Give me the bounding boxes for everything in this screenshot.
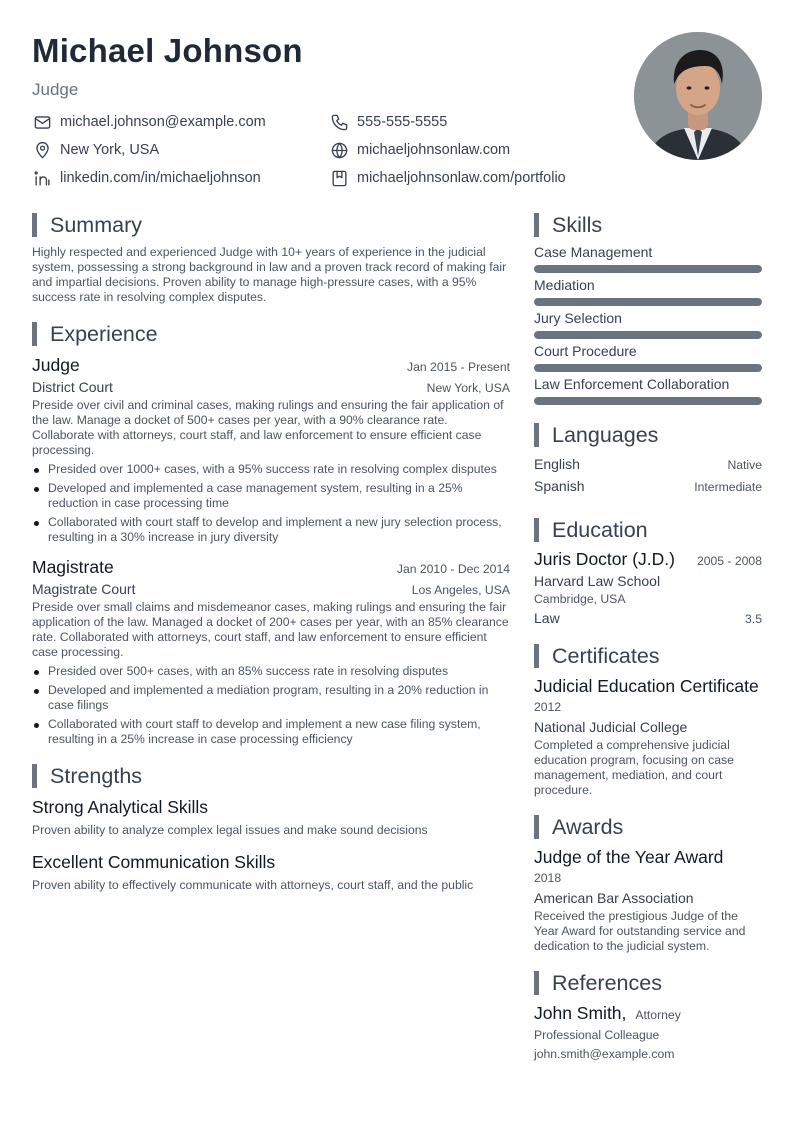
education-gpa: 3.5 bbox=[745, 612, 762, 626]
award-year: 2018 bbox=[534, 871, 562, 885]
job-dates: Jan 2015 - Present bbox=[407, 360, 510, 374]
job-bullet: Presided over 1000+ cases, with a 95% success rate in resolving complex disputes bbox=[32, 462, 510, 477]
skill-bar-fill bbox=[534, 397, 762, 405]
linkedin-icon bbox=[32, 168, 52, 188]
skill-label: Court Procedure bbox=[534, 343, 637, 359]
strength-title: Excellent Communication Skills bbox=[32, 852, 276, 872]
skills-heading bbox=[534, 212, 762, 238]
mail-icon bbox=[32, 112, 52, 132]
skill-item bbox=[534, 375, 762, 405]
section-accent-bar bbox=[534, 423, 539, 447]
job-location: New York, USA bbox=[426, 381, 510, 395]
job-bullet: Developed and implemented a mediation program, resulting in a 20% reduction in case filings bbox=[32, 683, 510, 713]
contact-website-text: michaeljohnsonlaw.com bbox=[357, 142, 511, 158]
education-field: Law bbox=[534, 610, 560, 626]
experience-item bbox=[32, 557, 510, 747]
job-location: Los Angeles, USA bbox=[411, 583, 510, 597]
awards-heading-text: Awards bbox=[552, 814, 624, 839]
certificate-description: Completed a comprehensive judicial education program, focusing on case management, mediation, and court procedure. bbox=[534, 738, 734, 797]
job-description: Preside over small claims and misdemeanor cases, making rulings and ensuring the fair application of the law. Managed a docket of 200+ cases per year, with an 85% clearance rate. Collaborated with attorneys, court staff, and law enforcement to ensure efficient case processing. bbox=[32, 600, 509, 659]
bookmark-icon bbox=[329, 168, 349, 188]
award-description: Received the prestigious Judge of the Year Award for outstanding service and dedication to the judicial system. bbox=[534, 909, 746, 953]
skill-bar-fill bbox=[534, 364, 762, 372]
summary-heading-text: Summary bbox=[50, 212, 142, 237]
language-name: Spanish bbox=[534, 478, 585, 494]
skill-bar-fill bbox=[534, 331, 762, 339]
job-bullet: Collaborated with court staff to develop and implement a new case filing system, resulting in a 25% increase in case processing efficiency bbox=[32, 717, 510, 747]
education-school: Harvard Law School bbox=[534, 573, 661, 589]
job-bullets bbox=[32, 462, 510, 545]
job-bullet: Developed and implemented a case management system, resulting in a 25% reduction in case processing time bbox=[32, 481, 510, 511]
strength-item bbox=[32, 852, 510, 893]
experience-heading bbox=[32, 321, 510, 347]
awards-heading bbox=[534, 814, 762, 840]
skill-label: Case Management bbox=[534, 244, 653, 260]
skill-bar bbox=[534, 397, 762, 405]
skill-bar bbox=[534, 298, 762, 306]
certificate-year: 2012 bbox=[534, 700, 562, 714]
contact-linkedin[interactable] bbox=[32, 168, 329, 188]
contact-email[interactable] bbox=[32, 112, 329, 132]
skill-item bbox=[534, 342, 762, 372]
reference-email[interactable]: john.smith@example.com bbox=[534, 1047, 675, 1061]
job-title: Magistrate bbox=[32, 557, 114, 577]
certificate-title: Judicial Education Certificate bbox=[534, 676, 759, 696]
contact-portfolio-text: michaeljohnsonlaw.com/portfolio bbox=[357, 170, 566, 186]
section-accent-bar bbox=[534, 971, 539, 995]
section-accent-bar bbox=[32, 764, 37, 788]
skill-bar bbox=[534, 265, 762, 273]
contact-portfolio[interactable] bbox=[329, 168, 612, 188]
strength-title: Strong Analytical Skills bbox=[32, 797, 209, 817]
certificates-heading bbox=[534, 643, 762, 669]
certificate-issuer: National Judicial College bbox=[534, 719, 688, 735]
strength-item bbox=[32, 797, 510, 838]
skill-bar-fill bbox=[534, 298, 762, 306]
section-accent-bar bbox=[32, 213, 37, 237]
contact-list bbox=[32, 112, 612, 188]
right-column bbox=[534, 212, 762, 1062]
profile-photo bbox=[634, 32, 762, 160]
contact-phone-text: 555-555-5555 bbox=[357, 114, 448, 130]
language-name: English bbox=[534, 456, 580, 472]
education-heading bbox=[534, 517, 762, 543]
education-heading-text: Education bbox=[552, 517, 648, 542]
experience-heading-text: Experience bbox=[50, 321, 158, 346]
reference-role: Attorney bbox=[635, 1008, 681, 1022]
references-heading bbox=[534, 970, 762, 996]
contact-location bbox=[32, 140, 329, 160]
skill-item bbox=[534, 309, 762, 339]
location-pin-icon bbox=[32, 140, 52, 160]
education-location: Cambridge, USA bbox=[534, 592, 626, 606]
contact-location-text: New York, USA bbox=[60, 142, 160, 158]
globe-icon bbox=[329, 140, 349, 160]
job-company: District Court bbox=[32, 379, 113, 395]
section-accent-bar bbox=[32, 322, 37, 346]
job-dates: Jan 2010 - Dec 2014 bbox=[396, 562, 510, 576]
contact-linkedin-text: linkedin.com/in/michaeljohnson bbox=[60, 170, 261, 186]
contact-phone[interactable] bbox=[329, 112, 612, 132]
contact-email-text: michael.johnson@example.com bbox=[60, 114, 266, 130]
experience-item bbox=[32, 355, 510, 545]
section-accent-bar bbox=[534, 518, 539, 542]
section-accent-bar bbox=[534, 644, 539, 668]
language-level: Native bbox=[727, 458, 762, 472]
strength-text: Proven ability to effectively communicate with attorneys, court staff, and the public bbox=[32, 878, 474, 892]
languages-heading bbox=[534, 422, 762, 448]
job-title: Judge bbox=[32, 355, 80, 375]
award-title: Judge of the Year Award bbox=[534, 847, 724, 867]
references-heading-text: References bbox=[552, 970, 662, 995]
candidate-name: Michael Johnson bbox=[32, 32, 303, 69]
contact-website[interactable] bbox=[329, 140, 612, 160]
certificates-heading-text: Certificates bbox=[552, 643, 660, 668]
candidate-title: Judge bbox=[32, 80, 79, 99]
phone-icon bbox=[329, 112, 349, 132]
language-item bbox=[534, 476, 762, 498]
job-description: Preside over civil and criminal cases, making rulings and ensuring the fair application of the law. Manage a docket of 500+ cases per year, with a 90% clearance rate. Collaborate with attorneys, court staff, and law enforcement to ensure efficient case processing. bbox=[32, 398, 504, 457]
job-bullet: Collaborated with court staff to develop and implement a new jury selection process, resulting in a 30% increase in jury diversity bbox=[32, 515, 510, 545]
summary-text: Highly respected and experienced Judge with 10+ years of experience in the judicial system, possessing a strong background in law and a proven track record of making fair and impartial decisions. Proven ability to manage high-pressure cases, with a 95% success rate in resolving complex disputes. bbox=[32, 245, 507, 304]
skill-item bbox=[534, 276, 762, 306]
job-bullet: Presided over 500+ cases, with an 85% success rate in resolving disputes bbox=[32, 664, 510, 679]
job-company: Magistrate Court bbox=[32, 581, 136, 597]
skill-bar-fill bbox=[534, 265, 762, 273]
education-degree: Juris Doctor (J.D.) bbox=[534, 549, 675, 569]
reference-name: John Smith, bbox=[534, 1003, 627, 1023]
job-bullets bbox=[32, 664, 510, 747]
section-accent-bar bbox=[534, 213, 539, 237]
left-column bbox=[32, 212, 510, 893]
certificate-item bbox=[534, 676, 762, 798]
award-issuer: American Bar Association bbox=[534, 890, 694, 906]
language-level: Intermediate bbox=[694, 480, 762, 494]
strength-text: Proven ability to analyze complex legal issues and make sound decisions bbox=[32, 823, 428, 837]
skill-label: Law Enforcement Collaboration bbox=[534, 376, 730, 392]
skill-bar bbox=[534, 364, 762, 372]
skills-heading-text: Skills bbox=[552, 212, 603, 237]
reference-relation: Professional Colleague bbox=[534, 1028, 660, 1042]
reference-item bbox=[534, 1003, 762, 1062]
skill-label: Jury Selection bbox=[534, 310, 622, 326]
skills-list bbox=[534, 243, 762, 405]
award-item bbox=[534, 847, 762, 954]
section-accent-bar bbox=[534, 815, 539, 839]
strengths-heading-text: Strengths bbox=[50, 763, 143, 788]
strengths-heading bbox=[32, 763, 510, 789]
languages-heading-text: Languages bbox=[552, 422, 659, 447]
education-item bbox=[534, 549, 762, 626]
languages-list bbox=[534, 454, 762, 498]
language-item bbox=[534, 454, 762, 476]
skill-label: Mediation bbox=[534, 277, 595, 293]
education-dates: 2005 - 2008 bbox=[696, 554, 762, 568]
summary-heading bbox=[32, 212, 510, 238]
skill-bar bbox=[534, 331, 762, 339]
skill-item bbox=[534, 243, 762, 273]
